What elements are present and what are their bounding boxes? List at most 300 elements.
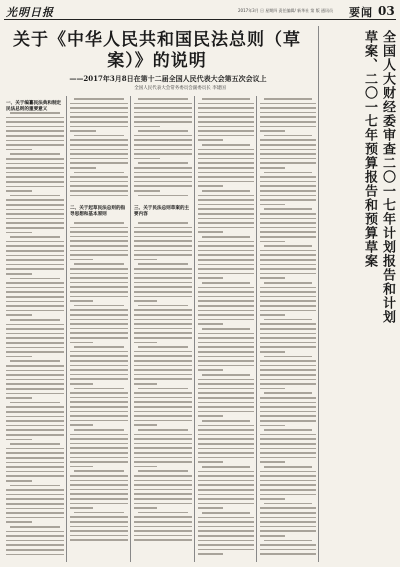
text-line: [70, 438, 128, 440]
text-line: [198, 411, 254, 413]
text-line: [6, 480, 32, 482]
text-line: [134, 360, 192, 362]
text-line: [198, 438, 254, 440]
text-line: [198, 544, 254, 546]
text-line: [6, 554, 64, 556]
text-line: [134, 539, 192, 541]
text-line: [70, 461, 128, 463]
text-line: [134, 516, 192, 518]
text-line: [70, 167, 96, 169]
text-line: [198, 149, 254, 151]
text-line: [70, 447, 128, 449]
text-line: [260, 222, 316, 224]
text-line: [70, 360, 128, 362]
text-line: [138, 470, 188, 472]
text-line: [198, 153, 254, 155]
masthead: [4, 4, 396, 20]
text-line: [198, 121, 254, 123]
text-line: [70, 424, 93, 426]
text-line: [138, 388, 188, 390]
text-line: [134, 309, 192, 311]
text-line: [6, 457, 64, 459]
text-line: [70, 489, 128, 491]
text-line: [6, 287, 64, 289]
text-line: [6, 466, 64, 468]
text-line: [198, 305, 254, 307]
text-line: [6, 232, 32, 234]
text-line: [198, 231, 223, 233]
text-line: [134, 369, 192, 371]
text-line: [198, 452, 254, 454]
text-line: [260, 526, 316, 528]
text-line: [198, 218, 254, 220]
text-line: [198, 268, 254, 270]
text-line: [10, 236, 60, 238]
text-line: [134, 415, 192, 417]
text-line: [6, 411, 64, 413]
text-line: [198, 475, 254, 477]
text-line: [260, 181, 316, 183]
text-line: [10, 153, 60, 155]
text-line: [6, 149, 32, 151]
text-line: [6, 255, 64, 257]
text-line: [138, 512, 188, 514]
text-line: [134, 526, 192, 528]
text-line: [134, 126, 160, 128]
text-line: [10, 278, 60, 280]
text-line: [134, 296, 192, 298]
text-line: [198, 259, 254, 261]
text-line: [70, 116, 128, 118]
text-line: [134, 411, 192, 413]
column-divider: [318, 26, 319, 562]
text-line: [260, 535, 285, 537]
text-line: [70, 530, 128, 532]
text-line: [134, 116, 192, 118]
text-line: [198, 254, 254, 256]
text-line: [260, 415, 316, 417]
text-line: [260, 300, 316, 302]
text-line: [138, 130, 188, 132]
text-line: [70, 195, 128, 197]
text-line: [264, 429, 312, 431]
text-line: [74, 346, 124, 348]
text-line: [198, 461, 223, 463]
section-name: 要闻: [349, 6, 373, 19]
text-line: [134, 172, 192, 174]
text-line: [260, 406, 316, 408]
text-line: [198, 162, 254, 164]
text-line: [6, 268, 64, 270]
text-line: [138, 263, 188, 265]
text-line: [198, 498, 254, 500]
text-line: [202, 282, 250, 284]
text-line: [138, 98, 188, 100]
text-line: [198, 425, 254, 427]
text-line: [134, 259, 157, 261]
text-line: [6, 301, 64, 303]
text-line: [198, 181, 254, 183]
text-line: [260, 107, 316, 109]
text-line: [6, 167, 64, 169]
text-line: [198, 379, 254, 381]
text-line: [198, 507, 223, 509]
text-line: [10, 360, 60, 362]
text-line: [264, 245, 312, 247]
text-line: [70, 291, 128, 293]
text-line: [260, 369, 316, 371]
text-line: [10, 112, 60, 114]
text-line: [6, 250, 64, 252]
text-line: [10, 485, 60, 487]
text-line: [70, 369, 128, 371]
text-line: [260, 443, 316, 445]
text-line: [6, 213, 64, 215]
text-line: [134, 447, 192, 449]
text-line: [198, 517, 254, 519]
text-line: [198, 383, 254, 385]
text-line: [260, 287, 316, 289]
text-line: [134, 530, 192, 532]
text-line: [6, 296, 64, 298]
text-line: [6, 176, 64, 178]
text-line: [198, 250, 254, 252]
text-line: [260, 213, 316, 215]
article-byline: 全国人民代表大会常务委员会副委员长 李建国: [134, 86, 226, 91]
text-line: [6, 163, 64, 165]
text-line: [198, 549, 254, 551]
text-line: [134, 498, 192, 500]
text-line: [198, 337, 254, 339]
text-line: [134, 282, 192, 284]
text-line: [134, 107, 192, 109]
text-line: [260, 374, 316, 376]
text-line: [260, 383, 316, 385]
text-line: [134, 291, 192, 293]
text-line: [134, 443, 192, 445]
text-line: [134, 365, 192, 367]
text-line: [70, 535, 128, 537]
text-line: [134, 503, 192, 505]
text-line: [264, 319, 312, 321]
text-line: [198, 296, 254, 298]
text-line: [260, 250, 316, 252]
text-line: [198, 521, 254, 523]
text-line: [198, 126, 254, 128]
text-line: [264, 282, 312, 284]
text-line: [70, 397, 128, 399]
text-line: [198, 264, 254, 266]
text-line: [260, 521, 316, 523]
text-line: [6, 406, 64, 408]
newspaper-logo: 光明日报: [6, 6, 54, 19]
text-line: [134, 466, 157, 468]
text-line: [198, 273, 254, 275]
text-line: [198, 540, 254, 542]
text-line: [134, 112, 192, 114]
text-line: [198, 195, 254, 197]
text-line: [10, 443, 60, 445]
text-line: [6, 158, 64, 160]
text-line: [6, 540, 64, 542]
text-line: [74, 429, 124, 431]
text-line: [70, 392, 128, 394]
text-line: [70, 328, 128, 330]
text-line: [134, 103, 192, 105]
text-line: [198, 480, 254, 482]
text-line: [10, 319, 60, 321]
text-line: [70, 457, 128, 459]
text-line: [260, 512, 316, 514]
text-line: [70, 507, 93, 509]
text-line: [6, 425, 64, 427]
text-line: [260, 434, 316, 436]
text-line: [260, 489, 316, 491]
text-line: [6, 245, 64, 247]
text-line: [70, 323, 128, 325]
text-line: [198, 494, 254, 496]
text-line: [202, 328, 250, 330]
text-line: [134, 484, 192, 486]
text-line: [260, 268, 316, 270]
text-line: [198, 402, 254, 404]
text-line: [74, 512, 124, 514]
text-line: [70, 420, 128, 422]
text-line: [202, 420, 250, 422]
text-line: [134, 268, 192, 270]
text-line: [260, 277, 285, 279]
text-line: [70, 153, 128, 155]
sidebar-headline: 全国人大财经委审查二〇一七年计划报告和计划草案、二〇一七年预算报告和预算草案: [362, 30, 395, 324]
text-line: [260, 116, 316, 118]
text-line: [260, 411, 316, 413]
text-line: [134, 328, 192, 330]
text-line: [6, 282, 64, 284]
text-line: [70, 121, 128, 123]
text-line: [6, 462, 64, 464]
text-line: [70, 250, 128, 252]
text-line: [198, 185, 223, 187]
text-line: [198, 245, 254, 247]
text-line: [70, 259, 93, 261]
text-line: [198, 392, 254, 394]
text-line: [6, 388, 64, 390]
text-line: [70, 475, 128, 477]
text-line: [70, 332, 128, 334]
text-line: [260, 231, 316, 233]
text-line: [260, 241, 285, 243]
text-line: [6, 144, 64, 146]
text-line: [198, 365, 254, 367]
text-line: [260, 176, 316, 178]
text-line: [260, 379, 316, 381]
text-line: [6, 342, 64, 344]
text-line: [264, 208, 312, 210]
text-line: [74, 470, 124, 472]
text-line: [260, 549, 316, 551]
text-line: [134, 489, 192, 491]
text-line: [74, 172, 124, 174]
text-line: [6, 498, 64, 500]
text-line: [70, 254, 128, 256]
text-line: [198, 503, 254, 505]
text-line: [70, 434, 128, 436]
text-line: [134, 337, 192, 339]
text-line: [260, 471, 316, 473]
text-line: [260, 498, 285, 500]
text-line: [70, 245, 128, 247]
text-line: [70, 112, 128, 114]
text-line: [70, 126, 128, 128]
text-line: [260, 365, 316, 367]
text-line: [6, 351, 64, 353]
text-line: [6, 333, 64, 335]
text-line: [70, 162, 128, 164]
text-line: [260, 461, 285, 463]
text-line: [264, 172, 312, 174]
text-line: [134, 254, 192, 256]
text-line: [6, 503, 64, 505]
text-line: [134, 277, 192, 279]
text-line: [260, 360, 316, 362]
text-line: [6, 494, 64, 496]
text-line: [260, 167, 285, 169]
text-line: [198, 342, 254, 344]
text-line: [260, 227, 316, 229]
text-line: [70, 286, 128, 288]
text-line: [260, 153, 316, 155]
text-line: [260, 484, 316, 486]
text-line: [70, 236, 128, 238]
text-line: [134, 424, 157, 426]
text-line: [70, 240, 128, 242]
text-line: [198, 448, 254, 450]
text-line: [260, 190, 316, 192]
text-line: [198, 415, 223, 417]
text-line: [260, 264, 316, 266]
article-title: 关于《中华人民共和国民法总则（草案）》的说明: [13, 30, 301, 71]
text-line: [260, 149, 316, 151]
text-line: [198, 434, 254, 436]
text-line: [6, 172, 64, 174]
text-line: [198, 204, 254, 206]
text-line: [6, 370, 64, 372]
text-line: [138, 195, 188, 197]
text-line: [264, 356, 312, 358]
text-line: [6, 135, 64, 137]
text-line: [70, 130, 96, 132]
text-line: [70, 139, 128, 141]
text-line: [198, 103, 254, 105]
text-line: [6, 512, 64, 514]
text-line: [70, 190, 128, 192]
text-line: [198, 172, 254, 174]
text-line: [134, 457, 192, 459]
text-line: [260, 314, 285, 316]
text-line: [6, 140, 64, 142]
text-line: [134, 374, 192, 376]
text-line: [6, 549, 64, 551]
text-line: [6, 337, 64, 339]
text-line: [74, 98, 124, 100]
text-line: [260, 475, 316, 477]
text-line: [6, 264, 64, 266]
text-line: [260, 553, 316, 555]
text-line: [74, 305, 124, 307]
text-line: [134, 383, 157, 385]
text-line: [70, 277, 128, 279]
text-line: [6, 199, 64, 201]
text-line: [260, 457, 316, 459]
text-line: [260, 452, 316, 454]
section-heading: 一、关于编纂民法典和制定民法总则的重要意义: [6, 101, 62, 112]
text-line: [198, 397, 254, 399]
text-line: [198, 213, 254, 215]
text-line: [198, 526, 254, 528]
text-line: [6, 314, 32, 316]
text-line: [70, 521, 128, 523]
text-line: [70, 268, 128, 270]
text-line: [198, 107, 254, 109]
text-line: [260, 448, 316, 450]
text-line: [134, 121, 192, 123]
text-line: [260, 323, 316, 325]
text-line: [260, 103, 316, 105]
article-column-5: [260, 98, 316, 562]
text-line: [260, 530, 316, 532]
text-line: [260, 199, 316, 201]
text-line: [198, 553, 223, 555]
text-line: [70, 282, 128, 284]
text-line: [198, 130, 254, 132]
text-line: [134, 434, 192, 436]
text-line: [138, 346, 188, 348]
text-line: [6, 190, 32, 192]
text-line: [6, 130, 64, 132]
text-line: [264, 503, 312, 505]
text-line: [134, 176, 192, 178]
text-line: [134, 227, 192, 229]
text-line: [134, 190, 160, 192]
text-line: [198, 241, 254, 243]
text-line: [6, 186, 64, 188]
text-line: [10, 526, 60, 528]
text-line: [70, 158, 128, 160]
text-line: [260, 139, 316, 141]
text-line: [134, 521, 192, 523]
text-line: [198, 369, 223, 371]
text-line: [70, 309, 128, 311]
text-line: [198, 158, 254, 160]
text-line: [6, 356, 32, 358]
text-line: [134, 452, 192, 454]
text-line: [6, 397, 32, 399]
text-line: [202, 374, 250, 376]
text-line: [260, 185, 316, 187]
text-line: [70, 493, 128, 495]
text-line: [260, 333, 316, 335]
text-line: [70, 107, 128, 109]
text-line: [198, 310, 254, 312]
text-line: [198, 530, 254, 532]
text-line: [70, 498, 128, 500]
text-line: [260, 517, 316, 519]
text-line: [198, 360, 254, 362]
text-line: [138, 429, 188, 431]
text-line: [260, 236, 316, 238]
text-line: [202, 98, 250, 100]
text-line: [198, 112, 254, 114]
